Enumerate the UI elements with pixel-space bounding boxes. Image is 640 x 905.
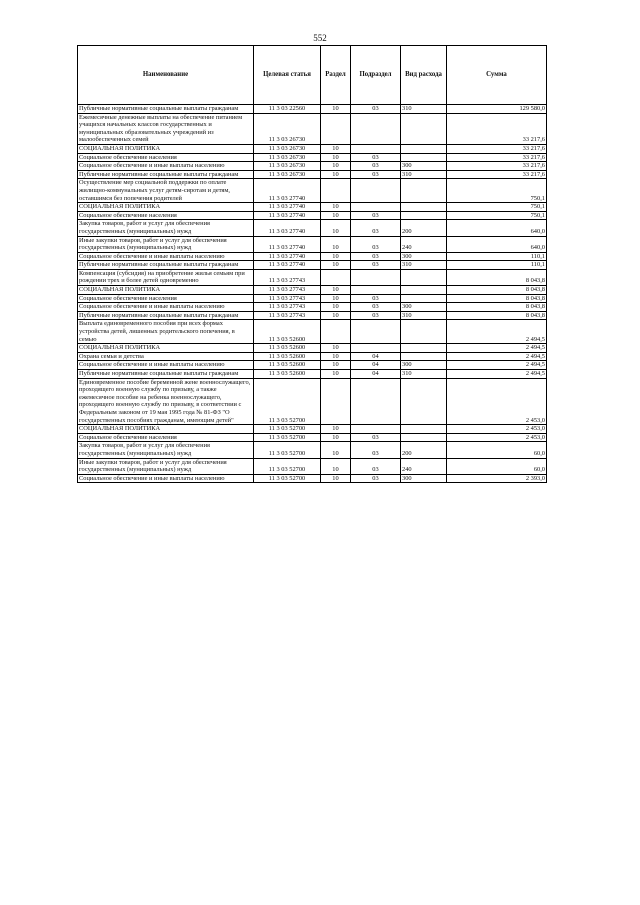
row-name: Социальное обеспечение и иные выплаты населению bbox=[78, 162, 254, 171]
row-target-code: 11 3 03 27740 bbox=[254, 261, 321, 270]
row-section bbox=[321, 269, 351, 285]
row-sum: 8 043,8 bbox=[447, 294, 547, 303]
row-name: Социальное обеспечение населения bbox=[78, 153, 254, 162]
row-expense-type: 300 bbox=[401, 474, 447, 483]
table-row bbox=[78, 153, 547, 162]
row-section: 10 bbox=[321, 311, 351, 320]
header-sum: Сумма bbox=[447, 46, 547, 105]
row-target-code: 11 3 03 26730 bbox=[254, 153, 321, 162]
row-target-code: 11 3 03 52700 bbox=[254, 433, 321, 442]
row-section: 10 bbox=[321, 162, 351, 171]
table-row bbox=[78, 378, 547, 425]
row-subsection bbox=[351, 344, 401, 353]
row-target-code: 11 3 03 52700 bbox=[254, 458, 321, 474]
row-sum: 33 217,6 bbox=[447, 144, 547, 153]
row-target-code: 11 3 03 27743 bbox=[254, 311, 321, 320]
row-sum: 2 494,5 bbox=[447, 361, 547, 370]
row-subsection bbox=[351, 269, 401, 285]
row-target-code: 11 3 03 52600 bbox=[254, 344, 321, 353]
row-name: Социальное обеспечение и иные выплаты населению bbox=[78, 252, 254, 261]
table-row bbox=[78, 474, 547, 483]
row-target-code: 11 3 03 52600 bbox=[254, 320, 321, 344]
row-subsection: 03 bbox=[351, 153, 401, 162]
row-target-code: 11 3 03 52700 bbox=[254, 425, 321, 434]
row-section: 10 bbox=[321, 252, 351, 261]
header-exp-type: Вид расхода bbox=[401, 46, 447, 105]
table-row bbox=[78, 320, 547, 344]
row-section: 10 bbox=[321, 261, 351, 270]
table-row bbox=[78, 294, 547, 303]
table-row bbox=[78, 425, 547, 434]
table-row bbox=[78, 433, 547, 442]
row-target-code: 11 3 03 52600 bbox=[254, 352, 321, 361]
row-name: Иные закупки товаров, работ и услуг для обеспечения государственных (муниципальных) нужд bbox=[78, 236, 254, 252]
table-row bbox=[78, 220, 547, 236]
row-target-code: 11 3 03 27740 bbox=[254, 211, 321, 220]
row-target-code: 11 3 03 52700 bbox=[254, 442, 321, 458]
row-expense-type bbox=[401, 113, 447, 144]
row-section: 10 bbox=[321, 361, 351, 370]
row-expense-type: 240 bbox=[401, 236, 447, 252]
row-expense-type: 310 bbox=[401, 261, 447, 270]
row-expense-type bbox=[401, 144, 447, 153]
row-target-code: 11 3 03 26730 bbox=[254, 170, 321, 179]
row-expense-type bbox=[401, 269, 447, 285]
row-subsection: 03 bbox=[351, 442, 401, 458]
row-section: 10 bbox=[321, 294, 351, 303]
row-expense-type: 310 bbox=[401, 370, 447, 379]
row-sum: 8 043,8 bbox=[447, 269, 547, 285]
row-section: 10 bbox=[321, 286, 351, 295]
row-target-code: 11 3 03 27740 bbox=[254, 252, 321, 261]
row-subsection: 03 bbox=[351, 311, 401, 320]
row-subsection: 04 bbox=[351, 361, 401, 370]
row-name: Закупка товаров, работ и услуг для обеспечения государственных (муниципальных) нужд bbox=[78, 220, 254, 236]
table-row bbox=[78, 211, 547, 220]
row-subsection bbox=[351, 179, 401, 203]
page-number: 552 bbox=[313, 33, 327, 43]
row-sum: 33 217,6 bbox=[447, 162, 547, 171]
row-target-code: 11 3 03 27743 bbox=[254, 303, 321, 312]
row-name: СОЦИАЛЬНАЯ ПОЛИТИКА bbox=[78, 286, 254, 295]
row-target-code: 11 3 03 26730 bbox=[254, 113, 321, 144]
row-name: СОЦИАЛЬНАЯ ПОЛИТИКА bbox=[78, 144, 254, 153]
table-row bbox=[78, 203, 547, 212]
row-expense-type bbox=[401, 294, 447, 303]
row-name: Компенсация (субсидия) на приобретение жилья семьям при рождении трех и более детей одновременно bbox=[78, 269, 254, 285]
row-expense-type: 300 bbox=[401, 252, 447, 261]
row-sum: 640,0 bbox=[447, 236, 547, 252]
row-expense-type bbox=[401, 425, 447, 434]
row-target-code: 11 3 03 52700 bbox=[254, 474, 321, 483]
row-target-code: 11 3 03 27740 bbox=[254, 236, 321, 252]
header-code: Целевая статья bbox=[254, 46, 321, 105]
row-subsection: 03 bbox=[351, 236, 401, 252]
table-row bbox=[78, 458, 547, 474]
budget-table bbox=[77, 45, 547, 483]
row-expense-type: 300 bbox=[401, 361, 447, 370]
row-expense-type: 300 bbox=[401, 303, 447, 312]
table-row bbox=[78, 311, 547, 320]
row-section: 10 bbox=[321, 144, 351, 153]
row-subsection bbox=[351, 203, 401, 212]
row-name: Публичные нормативные социальные выплаты гражданам bbox=[78, 105, 254, 114]
table-row bbox=[78, 370, 547, 379]
row-sum: 8 043,8 bbox=[447, 303, 547, 312]
row-name: Социальное обеспечение и иные выплаты населению bbox=[78, 303, 254, 312]
table-row bbox=[78, 179, 547, 203]
row-sum: 2 453,0 bbox=[447, 378, 547, 425]
row-name: Публичные нормативные социальные выплаты гражданам bbox=[78, 170, 254, 179]
row-expense-type bbox=[401, 286, 447, 295]
table-body bbox=[78, 105, 547, 483]
row-section: 10 bbox=[321, 344, 351, 353]
row-name: Осуществление мер социальной поддержки по оплате жилищно-коммунальных услуг детям-сиротам и детям, оставшимся без попечения родителей bbox=[78, 179, 254, 203]
row-name: Социальное обеспечение и иные выплаты населению bbox=[78, 474, 254, 483]
row-section: 10 bbox=[321, 203, 351, 212]
table-header-row bbox=[78, 46, 547, 105]
row-sum: 640,0 bbox=[447, 220, 547, 236]
row-target-code: 11 3 03 27740 bbox=[254, 203, 321, 212]
row-target-code: 11 3 03 27743 bbox=[254, 294, 321, 303]
row-subsection: 03 bbox=[351, 211, 401, 220]
header-subsection: Подраздел bbox=[351, 46, 401, 105]
row-sum: 2 494,5 bbox=[447, 370, 547, 379]
row-name: Публичные нормативные социальные выплаты гражданам bbox=[78, 311, 254, 320]
row-section bbox=[321, 378, 351, 425]
row-section: 10 bbox=[321, 211, 351, 220]
row-sum: 8 043,8 bbox=[447, 311, 547, 320]
row-name: СОЦИАЛЬНАЯ ПОЛИТИКА bbox=[78, 425, 254, 434]
table-row bbox=[78, 352, 547, 361]
table-row bbox=[78, 252, 547, 261]
row-sum: 33 217,6 bbox=[447, 170, 547, 179]
table-row bbox=[78, 269, 547, 285]
row-name: Закупка товаров, работ и услуг для обеспечения государственных (муниципальных) нужд bbox=[78, 442, 254, 458]
header-name: Наименование bbox=[78, 46, 254, 105]
row-sum: 33 217,6 bbox=[447, 113, 547, 144]
table-row bbox=[78, 442, 547, 458]
row-section: 10 bbox=[321, 425, 351, 434]
table-row bbox=[78, 170, 547, 179]
row-subsection bbox=[351, 113, 401, 144]
row-sum: 2 393,0 bbox=[447, 474, 547, 483]
row-subsection bbox=[351, 286, 401, 295]
row-section: 10 bbox=[321, 442, 351, 458]
row-subsection bbox=[351, 320, 401, 344]
row-target-code: 11 3 03 52700 bbox=[254, 378, 321, 425]
row-section bbox=[321, 179, 351, 203]
row-subsection: 04 bbox=[351, 370, 401, 379]
row-expense-type: 300 bbox=[401, 162, 447, 171]
row-name: Единовременное пособие беременной жене военнослужащего, проходящего военную службу по призыву, а также ежемесячное пособие на ребенка военнослужащего, проходящего военную службу по призыву, в соответствии с Федеральным законом от 19 мая 1995 года № 81-ФЗ "О государственных пособиях гражданам, имеющим детей" bbox=[78, 378, 254, 425]
row-subsection: 03 bbox=[351, 261, 401, 270]
row-expense-type bbox=[401, 179, 447, 203]
row-subsection: 03 bbox=[351, 433, 401, 442]
row-section: 10 bbox=[321, 370, 351, 379]
row-section: 10 bbox=[321, 236, 351, 252]
row-expense-type bbox=[401, 211, 447, 220]
row-name: Публичные нормативные социальные выплаты гражданам bbox=[78, 370, 254, 379]
row-target-code: 11 3 03 52600 bbox=[254, 370, 321, 379]
row-target-code: 11 3 03 27740 bbox=[254, 179, 321, 203]
row-sum: 2 494,5 bbox=[447, 344, 547, 353]
row-name: Публичные нормативные социальные выплаты гражданам bbox=[78, 261, 254, 270]
row-sum: 750,1 bbox=[447, 203, 547, 212]
row-target-code: 11 3 03 27743 bbox=[254, 269, 321, 285]
row-subsection: 03 bbox=[351, 105, 401, 114]
table-row bbox=[78, 261, 547, 270]
row-sum: 33 217,6 bbox=[447, 153, 547, 162]
row-name: Выплата единовременного пособия при всех формах устройства детей, лишенных родительского попечения, в семью bbox=[78, 320, 254, 344]
row-expense-type: 310 bbox=[401, 170, 447, 179]
row-subsection: 03 bbox=[351, 162, 401, 171]
row-section: 10 bbox=[321, 433, 351, 442]
row-expense-type: 200 bbox=[401, 220, 447, 236]
row-expense-type bbox=[401, 352, 447, 361]
row-target-code: 11 3 03 26730 bbox=[254, 144, 321, 153]
row-expense-type bbox=[401, 344, 447, 353]
row-expense-type: 240 bbox=[401, 458, 447, 474]
row-section: 10 bbox=[321, 170, 351, 179]
table-row bbox=[78, 162, 547, 171]
row-subsection: 03 bbox=[351, 303, 401, 312]
header-section: Раздел bbox=[321, 46, 351, 105]
row-sum: 60,0 bbox=[447, 442, 547, 458]
row-target-code: 11 3 03 52600 bbox=[254, 361, 321, 370]
row-section bbox=[321, 113, 351, 144]
row-subsection bbox=[351, 144, 401, 153]
row-expense-type bbox=[401, 433, 447, 442]
row-target-code: 11 3 03 27743 bbox=[254, 286, 321, 295]
row-expense-type bbox=[401, 378, 447, 425]
row-name: Иные закупки товаров, работ и услуг для обеспечения государственных (муниципальных) нужд bbox=[78, 458, 254, 474]
row-subsection: 03 bbox=[351, 252, 401, 261]
row-subsection bbox=[351, 378, 401, 425]
row-target-code: 11 3 03 26730 bbox=[254, 162, 321, 171]
table-row bbox=[78, 361, 547, 370]
row-expense-type bbox=[401, 153, 447, 162]
row-name: Охрана семьи и детства bbox=[78, 352, 254, 361]
row-sum: 2 453,0 bbox=[447, 433, 547, 442]
row-section: 10 bbox=[321, 303, 351, 312]
row-expense-type: 200 bbox=[401, 442, 447, 458]
row-name: СОЦИАЛЬНАЯ ПОЛИТИКА bbox=[78, 344, 254, 353]
row-sum: 2 453,0 bbox=[447, 425, 547, 434]
row-section: 10 bbox=[321, 153, 351, 162]
table-row bbox=[78, 236, 547, 252]
row-name: Социальное обеспечение населения bbox=[78, 433, 254, 442]
row-expense-type: 310 bbox=[401, 311, 447, 320]
row-target-code: 11 3 03 22560 bbox=[254, 105, 321, 114]
row-section bbox=[321, 320, 351, 344]
row-sum: 2 494,5 bbox=[447, 320, 547, 344]
row-subsection: 03 bbox=[351, 220, 401, 236]
row-sum: 8 043,8 bbox=[447, 286, 547, 295]
row-sum: 129 580,0 bbox=[447, 105, 547, 114]
row-sum: 750,1 bbox=[447, 179, 547, 203]
row-sum: 2 494,5 bbox=[447, 352, 547, 361]
row-subsection: 03 bbox=[351, 474, 401, 483]
row-sum: 110,1 bbox=[447, 252, 547, 261]
row-sum: 110,1 bbox=[447, 261, 547, 270]
table-row bbox=[78, 303, 547, 312]
row-section: 10 bbox=[321, 105, 351, 114]
row-subsection: 04 bbox=[351, 352, 401, 361]
row-expense-type: 310 bbox=[401, 105, 447, 114]
table-row bbox=[78, 105, 547, 114]
table-row bbox=[78, 286, 547, 295]
table-row bbox=[78, 113, 547, 144]
row-subsection: 03 bbox=[351, 170, 401, 179]
row-name: Ежемесячные денежные выплаты на обеспечение питанием учащихся начальных классов государственных и муниципальных образовательных учреждений из малообеспеченных семей bbox=[78, 113, 254, 144]
row-section: 10 bbox=[321, 474, 351, 483]
row-section: 10 bbox=[321, 458, 351, 474]
row-subsection: 03 bbox=[351, 458, 401, 474]
table-row bbox=[78, 144, 547, 153]
row-target-code: 11 3 03 27740 bbox=[254, 220, 321, 236]
row-name: СОЦИАЛЬНАЯ ПОЛИТИКА bbox=[78, 203, 254, 212]
row-subsection bbox=[351, 425, 401, 434]
row-section: 10 bbox=[321, 352, 351, 361]
row-section: 10 bbox=[321, 220, 351, 236]
row-name: Социальное обеспечение населения bbox=[78, 211, 254, 220]
row-expense-type bbox=[401, 320, 447, 344]
row-expense-type bbox=[401, 203, 447, 212]
row-name: Социальное обеспечение населения bbox=[78, 294, 254, 303]
row-sum: 60,0 bbox=[447, 458, 547, 474]
row-sum: 750,1 bbox=[447, 211, 547, 220]
row-subsection: 03 bbox=[351, 294, 401, 303]
row-name: Социальное обеспечение и иные выплаты населению bbox=[78, 361, 254, 370]
table-row bbox=[78, 344, 547, 353]
